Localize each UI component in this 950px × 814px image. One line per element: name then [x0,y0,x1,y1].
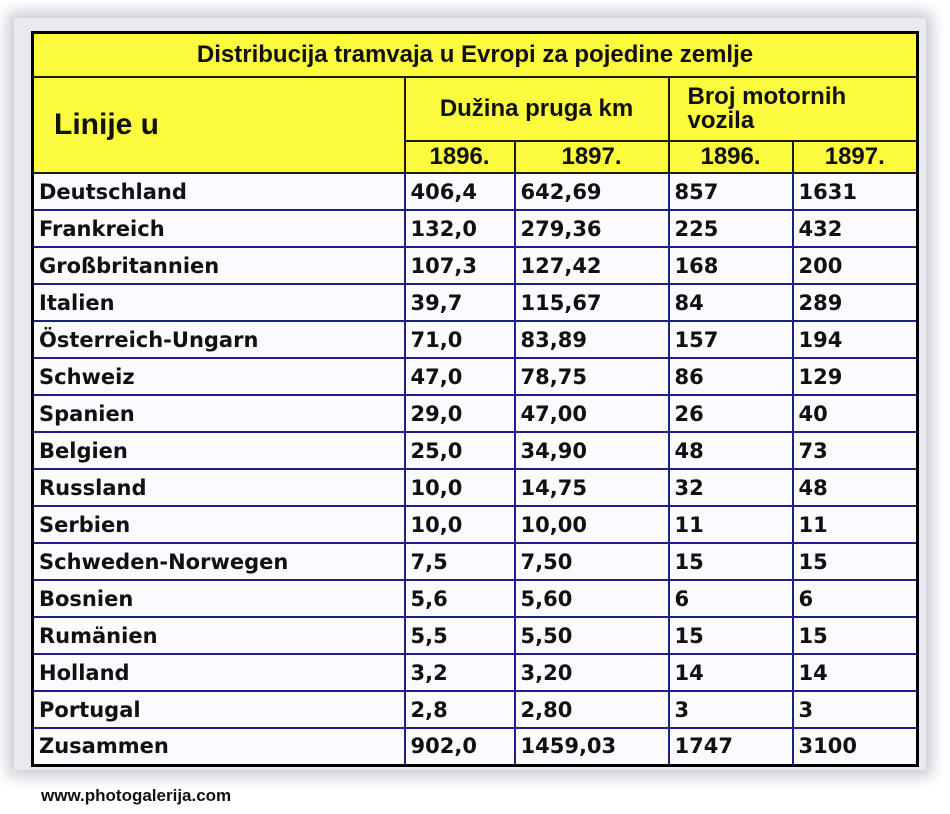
length-1897-cell: 83,89 [515,321,669,358]
length-1897-cell: 78,75 [515,358,669,395]
vehicles-1896-cell: 15 [669,543,793,580]
vehicles-1896-cell: 6 [669,580,793,617]
country-cell: Zusammen [33,728,405,765]
country-cell: Deutschland [33,173,405,210]
table-row [33,617,918,654]
length-1897-cell: 5,60 [515,580,669,617]
vehicles-1896-cell: 11 [669,506,793,543]
length-1897-cell: 3,20 [515,654,669,691]
country-cell: Italien [33,284,405,321]
length-1896-cell: 2,8 [405,691,515,728]
vehicles-1897-cell: 73 [793,432,918,469]
country-cell: Serbien [33,506,405,543]
table-row [33,247,918,284]
tram-distribution-table-wrap [31,31,916,764]
length-1896-cell: 47,0 [405,358,515,395]
group-header-vehicles: Broj motornih vozila [669,77,918,141]
length-1896-cell: 10,0 [405,506,515,543]
vehicles-1897-cell: 129 [793,358,918,395]
table-row [33,210,918,247]
vehicles-1896-cell: 857 [669,173,793,210]
table-body [33,173,918,765]
vehicles-1897-cell: 15 [793,543,918,580]
length-1896-cell: 71,0 [405,321,515,358]
length-1897-cell: 127,42 [515,247,669,284]
country-cell: Spanien [33,395,405,432]
vehicles-1896-cell: 225 [669,210,793,247]
length-1896-cell: 406,4 [405,173,515,210]
length-1897-cell: 47,00 [515,395,669,432]
vehicles-1897-cell: 289 [793,284,918,321]
length-1896-cell: 39,7 [405,284,515,321]
country-cell: Großbritannien [33,247,405,284]
length-1897-cell: 115,67 [515,284,669,321]
vehicles-1896-cell: 1747 [669,728,793,765]
length-1897-cell: 1459,03 [515,728,669,765]
vehicles-1897-cell: 6 [793,580,918,617]
length-1896-cell: 29,0 [405,395,515,432]
country-cell: Österreich-Ungarn [33,321,405,358]
year-header: 1896. [405,141,515,173]
country-cell: Schweden-Norwegen [33,543,405,580]
vehicles-1897-cell: 432 [793,210,918,247]
country-cell: Frankreich [33,210,405,247]
vehicles-1896-cell: 15 [669,617,793,654]
length-1896-cell: 5,5 [405,617,515,654]
vehicles-1897-cell: 194 [793,321,918,358]
length-1897-cell: 5,50 [515,617,669,654]
table-row [33,543,918,580]
vehicles-1896-cell: 3 [669,691,793,728]
vehicles-1896-cell: 84 [669,284,793,321]
length-1897-cell: 34,90 [515,432,669,469]
length-1897-cell: 14,75 [515,469,669,506]
vehicles-1896-cell: 86 [669,358,793,395]
table-row [33,691,918,728]
table-row [33,173,918,210]
country-cell: Portugal [33,691,405,728]
table-row [33,580,918,617]
vehicles-1897-cell: 3100 [793,728,918,765]
length-1897-cell: 7,50 [515,543,669,580]
country-cell: Rumänien [33,617,405,654]
vehicles-1897-cell: 15 [793,617,918,654]
length-1896-cell: 3,2 [405,654,515,691]
vehicles-1896-cell: 168 [669,247,793,284]
length-1897-cell: 10,00 [515,506,669,543]
length-1896-cell: 7,5 [405,543,515,580]
vehicles-1896-cell: 26 [669,395,793,432]
table-row [33,506,918,543]
vehicles-1896-cell: 14 [669,654,793,691]
year-header: 1896. [669,141,793,173]
country-cell: Belgien [33,432,405,469]
group-header-length: Dužina pruga km [405,77,669,141]
year-header: 1897. [515,141,669,173]
vehicles-1897-cell: 14 [793,654,918,691]
vehicles-1897-cell: 11 [793,506,918,543]
length-1896-cell: 132,0 [405,210,515,247]
country-cell: Schweiz [33,358,405,395]
table-row [33,469,918,506]
country-cell: Russland [33,469,405,506]
length-1897-cell: 642,69 [515,173,669,210]
table-row [33,728,918,765]
table-title: Distribucija tramvaja u Evropi za pojedine zemlje [33,33,918,78]
vehicles-1897-cell: 200 [793,247,918,284]
row-header: Linije u [33,77,405,173]
table-row [33,321,918,358]
watermark: www.photogalerija.com [41,786,232,805]
vehicles-1897-cell: 48 [793,469,918,506]
vehicles-1897-cell: 3 [793,691,918,728]
length-1897-cell: 279,36 [515,210,669,247]
vehicles-1896-cell: 32 [669,469,793,506]
length-1897-cell: 2,80 [515,691,669,728]
vehicles-1896-cell: 157 [669,321,793,358]
country-cell: Bosnien [33,580,405,617]
tram-distribution-table [31,31,919,767]
table-row [33,395,918,432]
table-row [33,358,918,395]
table-row [33,654,918,691]
length-1896-cell: 5,6 [405,580,515,617]
length-1896-cell: 107,3 [405,247,515,284]
length-1896-cell: 10,0 [405,469,515,506]
table-row [33,432,918,469]
vehicles-1896-cell: 48 [669,432,793,469]
length-1896-cell: 25,0 [405,432,515,469]
vehicles-1897-cell: 40 [793,395,918,432]
length-1896-cell: 902,0 [405,728,515,765]
table-row [33,284,918,321]
year-header: 1897. [793,141,918,173]
vehicles-1897-cell: 1631 [793,173,918,210]
country-cell: Holland [33,654,405,691]
